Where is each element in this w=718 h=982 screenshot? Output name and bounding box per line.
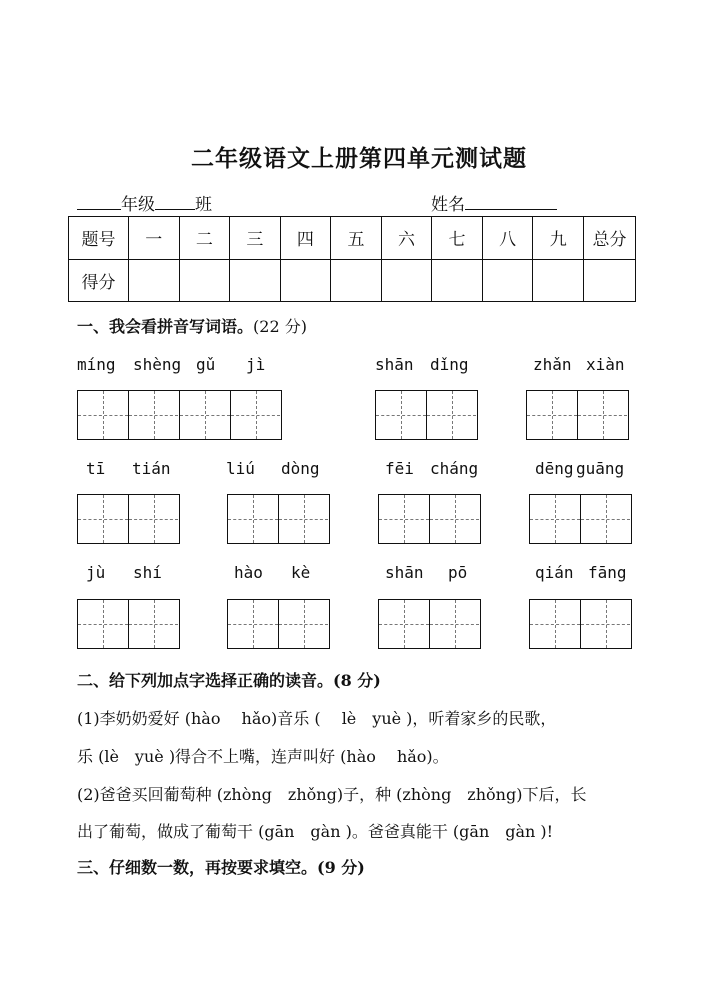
- grid-cell[interactable]: [426, 391, 476, 439]
- name-line: [431, 190, 557, 215]
- grid-cell[interactable]: [379, 600, 429, 648]
- pinyin: pō: [448, 563, 468, 582]
- grid-cell[interactable]: [78, 600, 128, 648]
- score-cell[interactable]: [381, 259, 432, 302]
- pinyin: tī: [86, 459, 106, 478]
- score-cell[interactable]: [432, 259, 483, 302]
- pinyin: shèng: [133, 355, 182, 374]
- pinyin: jù: [86, 563, 106, 582]
- section3-heading: 三、仔细数一数，再按要求填空。(9 分): [77, 858, 365, 877]
- score-cell[interactable]: [129, 259, 180, 302]
- score-cell[interactable]: [280, 259, 331, 302]
- score-cell[interactable]: [179, 259, 230, 302]
- grid-cell[interactable]: [278, 495, 328, 543]
- pinyin: dǐng: [430, 355, 469, 374]
- writing-grid[interactable]: [378, 494, 481, 544]
- score-table: [68, 216, 636, 302]
- pinyin: tián: [132, 459, 171, 478]
- pinyin: liú: [226, 459, 255, 478]
- score-header-cell: 八: [482, 217, 533, 260]
- section1-points: (22 分): [253, 317, 307, 336]
- writing-grid[interactable]: [375, 390, 478, 440]
- grid-cell[interactable]: [228, 495, 278, 543]
- writing-grid[interactable]: [179, 390, 282, 440]
- score-header-cell: 一: [129, 217, 180, 260]
- score-header-cell: 四: [280, 217, 331, 260]
- pinyin: qián: [535, 563, 574, 582]
- grid-cell[interactable]: [530, 600, 580, 648]
- section1-heading: [77, 314, 307, 337]
- grid-cell[interactable]: [376, 391, 426, 439]
- writing-grid[interactable]: [77, 494, 180, 544]
- score-header-cell: 三: [230, 217, 281, 260]
- writing-grid[interactable]: [529, 599, 632, 649]
- writing-grid[interactable]: [526, 390, 629, 440]
- score-header-cell: 六: [381, 217, 432, 260]
- score-header-cell: 题号: [69, 217, 129, 260]
- class-blank[interactable]: [155, 193, 195, 210]
- pinyin: fāng: [588, 563, 627, 582]
- writing-grid[interactable]: [378, 599, 481, 649]
- score-header-cell: 七: [432, 217, 483, 260]
- grid-cell[interactable]: [228, 600, 278, 648]
- pinyin: dòng: [281, 459, 320, 478]
- pinyin: shān: [375, 355, 414, 374]
- section2-line: (2)爸爸买回葡萄种 (zhòng zhǒng)子，种 (zhòng zhǒng)下后，长: [77, 785, 587, 804]
- score-header-cell: 二: [179, 217, 230, 260]
- score-header-cell: 九: [533, 217, 584, 260]
- score-cell[interactable]: [230, 259, 281, 302]
- pinyin: zhǎn: [533, 355, 572, 374]
- grid-cell[interactable]: [429, 600, 479, 648]
- pinyin: fēi: [385, 459, 414, 478]
- score-header-cell: 五: [331, 217, 382, 260]
- score-table-score-row: [69, 259, 636, 302]
- grid-cell[interactable]: [527, 391, 577, 439]
- section1-title: 一、我会看拼音写词语。: [77, 317, 254, 336]
- pinyin: guāng: [576, 459, 625, 478]
- score-table-header-row: [69, 217, 636, 260]
- class-label: 班: [195, 195, 212, 215]
- grade-label: 年级: [121, 195, 155, 215]
- writing-grid[interactable]: [529, 494, 632, 544]
- writing-grid[interactable]: [77, 390, 180, 440]
- grid-cell[interactable]: [278, 600, 328, 648]
- writing-grid[interactable]: [227, 494, 330, 544]
- writing-grid[interactable]: [77, 599, 180, 649]
- score-cell[interactable]: [331, 259, 382, 302]
- grid-cell[interactable]: [78, 391, 128, 439]
- grade-class-line: [77, 190, 212, 215]
- score-row-label: 得分: [69, 259, 129, 302]
- name-label: 姓名: [431, 195, 465, 215]
- pinyin: kè: [291, 563, 311, 582]
- name-blank[interactable]: [465, 193, 557, 210]
- score-cell[interactable]: [584, 259, 636, 302]
- grid-cell[interactable]: [429, 495, 479, 543]
- grid-cell[interactable]: [128, 391, 178, 439]
- pinyin: jì: [246, 355, 266, 374]
- score-cell[interactable]: [482, 259, 533, 302]
- pinyin: cháng: [430, 459, 479, 478]
- grid-cell[interactable]: [128, 600, 178, 648]
- section2-line: (1)李奶奶爱好 (hào hǎo)音乐 ( lè yuè )，听着家乡的民歌，: [77, 709, 557, 728]
- section2-heading: 二、给下列加点字选择正确的读音。(8 分): [77, 671, 381, 690]
- writing-grid[interactable]: [227, 599, 330, 649]
- grid-cell[interactable]: [379, 495, 429, 543]
- page-title: 二年级语文上册第四单元测试题: [191, 145, 527, 172]
- grid-cell[interactable]: [577, 391, 627, 439]
- grid-cell[interactable]: [230, 391, 280, 439]
- grid-cell[interactable]: [580, 600, 630, 648]
- grid-cell[interactable]: [180, 391, 230, 439]
- grid-cell[interactable]: [128, 495, 178, 543]
- grid-cell[interactable]: [580, 495, 630, 543]
- section2-line: 出了葡萄，做成了葡萄干 (gān gàn )。爸爸真能干 (gān gàn )!: [77, 822, 554, 841]
- score-header-cell: 总分: [584, 217, 636, 260]
- grid-cell[interactable]: [78, 495, 128, 543]
- pinyin: dēng: [535, 459, 574, 478]
- pinyin: shí: [133, 563, 162, 582]
- score-cell[interactable]: [533, 259, 584, 302]
- grade-blank[interactable]: [77, 193, 121, 210]
- pinyin: hào: [234, 563, 263, 582]
- pinyin: míng: [77, 355, 116, 374]
- pinyin: shān: [385, 563, 424, 582]
- section2-line: 乐 (lè yuè )得合不上嘴，连声叫好 (hào hǎo)。: [77, 747, 449, 766]
- pinyin: xiàn: [586, 355, 625, 374]
- grid-cell[interactable]: [530, 495, 580, 543]
- pinyin: gǔ: [196, 355, 216, 374]
